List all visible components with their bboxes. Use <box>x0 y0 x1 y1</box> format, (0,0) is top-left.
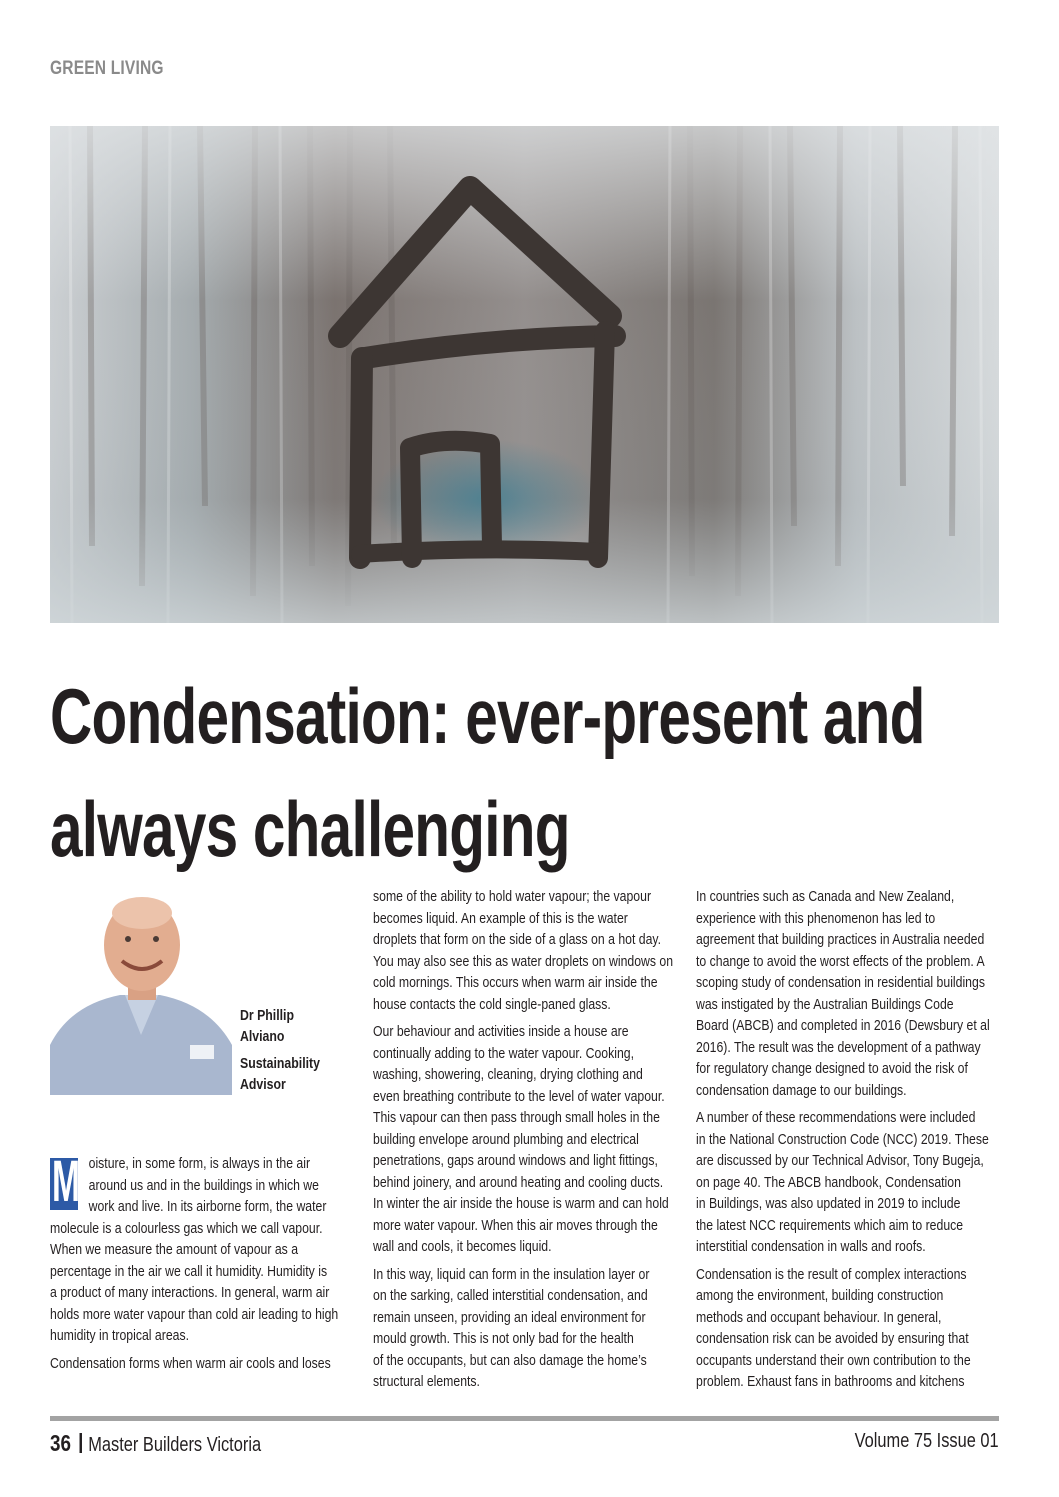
paragraph: oisture, in some form, is always in the air around us and in the buildings in which we work and live. In its airborne form, the water molecule is a colourless gas which we call vapour. When we measure the amount of vapour as a percentage in the air we call it humidity. Humidity is a product of many interactions. In general, warm air holds more water vapour than cold air leading to high humidity in tropical areas. <box>50 1156 339 1344</box>
author-photo <box>50 895 232 1095</box>
article-column-1 <box>50 1149 348 1381</box>
footer-divider <box>50 1416 999 1421</box>
footer-publication <box>50 1430 261 1458</box>
condensation-house-illustration <box>50 126 999 623</box>
page-number: 36 <box>50 1430 71 1456</box>
footer-separator <box>79 1433 81 1453</box>
hero-image <box>50 126 999 623</box>
article-headline <box>50 660 950 886</box>
paragraph: Condensation forms when warm air cools and loses <box>50 1355 331 1372</box>
section-label: GREEN LIVING <box>50 58 164 79</box>
paragraph: In this way, liquid can form in the insulation layer or on the sarking, called interstitial condensation, and remain unseen, providing an ideal environment for mould growth. This is not only bad for the health of the occupants, but can also damage the home’s structural elements. <box>373 1266 650 1390</box>
paragraph: Condensation is the result of complex interactions among the environment, building construction methods and occupant behaviour. In general, condensation risk can be avoided by ensuring that occupants understand their own contribution to the problem. Exhaust fans in bathrooms and kitchens <box>696 1266 971 1390</box>
paragraph: Our behaviour and activities inside a house are continually adding to the water vapour. Cooking, washing, showering, cleaning, drying clothing and even breathing contribute to the level of water vapour. This vapour can then pass through small holes in the building envelope around plumbing and electrical penetrations, gaps around windows and light fittings, behind joinery, and around heating and cooling ducts. In winter the air inside the house is warm and can hold more water vapour. When this air moves through the wall and cools, it becomes liquid. <box>373 1024 669 1255</box>
paragraph: In countries such as Canada and New Zealand, experience with this phenomenon has led to agreement that building practices in Australia needed to change to avoid the worst effects of the problem. A scoping study of condensation in residential buildings was instigated by the Australian Buildings Code Board (ABCB) and completed in 2016 (Dewsbury et al 2016). The result was the development of a pathway for regulatory change designed to avoid the risk of condensation damage to our buildings. <box>696 889 990 1099</box>
article-column-2 <box>373 887 684 1400</box>
paragraph: A number of these recommendations were included in the National Construction Code (NCC) 2019. These are discussed by our Technical Advisor, Tony Bugeja, on page 40. The ABCB handbook, Condensation in Buildings, was also updated in 2019 to include the latest NCC requirements which aim to reduce interstitial condensation in walls and roofs. <box>696 1110 989 1255</box>
author-title: Sustainability Advisor <box>240 1055 320 1093</box>
headline-line-2: always challenging <box>50 785 570 873</box>
author-byline <box>240 1005 388 1095</box>
publication-name: Master Builders Victoria <box>88 1434 262 1456</box>
issue-label: Volume 75 Issue 01 <box>854 1430 999 1452</box>
headline-line-1: Condensation: ever-present and <box>50 672 925 760</box>
dropcap-letter: M <box>52 1149 81 1214</box>
paragraph: some of the ability to hold water vapour; the vapour becomes liquid. An example of this is the water droplets that form on the side of a glass on a hot day. You may also see this as water droplets on windows on cold mornings. This occurs when warm air inside the house contacts the cold single-paned glass. <box>373 889 674 1013</box>
article-column-3 <box>696 887 1007 1400</box>
author-name: Dr Phillip Alviano <box>240 1007 294 1045</box>
